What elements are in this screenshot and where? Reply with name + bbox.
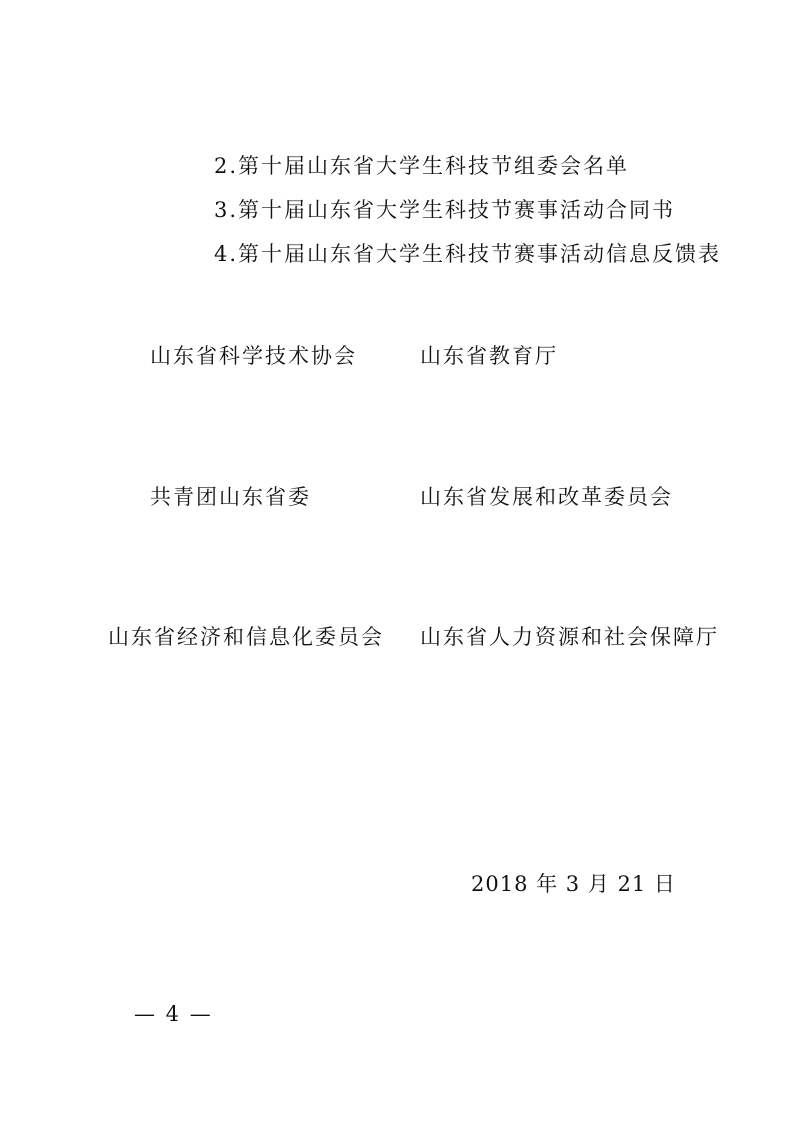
attachment-item-3: 3.第十届山东省大学生科技节赛事活动合同书 [214,198,676,222]
attachment-item-2: 2.第十届山东省大学生科技节组委会名单 [214,154,630,178]
signatory-education-department: 山东省教育厅 [420,344,558,368]
signatory-youth-league: 共青团山东省委 [150,485,311,509]
page-number: — 4 — [134,1002,213,1026]
signatory-human-resources-department: 山东省人力资源和社会保障厅 [420,625,719,649]
document-date: 2018 年 3 月 21 日 [471,872,676,896]
signatory-science-association: 山东省科学技术协会 [150,344,357,368]
signatory-development-reform-commission: 山东省发展和改革委员会 [420,485,673,509]
attachment-item-4: 4.第十届山东省大学生科技节赛事活动信息反馈表 [214,242,722,266]
signatory-economy-it-commission: 山东省经济和信息化委员会 [108,625,384,649]
